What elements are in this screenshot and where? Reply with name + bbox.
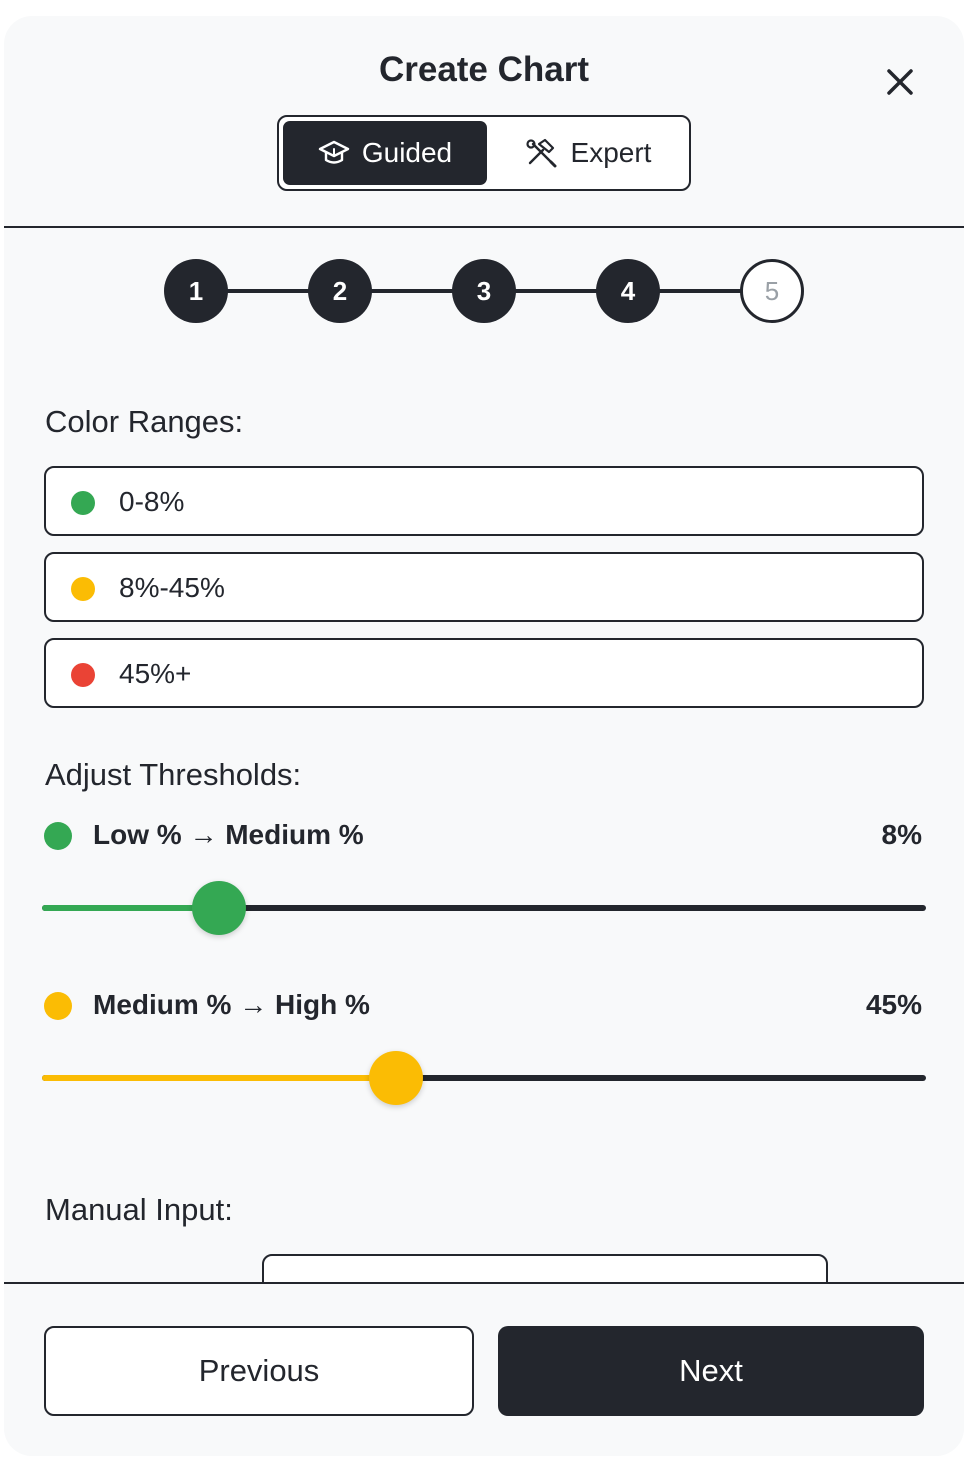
- close-icon: [882, 64, 918, 100]
- step-3[interactable]: 3: [452, 259, 516, 323]
- expert-mode-label: Expert: [570, 137, 652, 168]
- threshold-medium-high: [44, 986, 924, 1026]
- step-connector: [656, 289, 746, 293]
- step-2[interactable]: 2: [308, 259, 372, 323]
- slider-thumb[interactable]: [369, 1051, 423, 1105]
- range-label: 45%+: [119, 658, 192, 689]
- step-indicator: [4, 256, 964, 326]
- threshold-low-medium: [44, 816, 924, 856]
- slider-fill: [42, 1075, 396, 1081]
- expert-mode-button[interactable]: [491, 121, 685, 185]
- yellow-dot-icon: [71, 577, 95, 601]
- yellow-dot-icon: [44, 992, 72, 1020]
- mode-toggle: [277, 115, 691, 191]
- guided-mode-button[interactable]: [283, 121, 487, 185]
- color-range-low[interactable]: [44, 466, 924, 536]
- step-connector: [224, 289, 314, 293]
- adjust-thresholds-heading: Adjust Thresholds:: [45, 757, 302, 792]
- close-button[interactable]: [882, 64, 918, 100]
- threshold-value: 45%: [865, 989, 922, 1020]
- threshold-label: Low % → Medium %: [93, 819, 364, 850]
- guided-mode-label: Guided: [361, 137, 453, 168]
- slider-thumb[interactable]: [192, 881, 246, 935]
- tools-icon: [525, 138, 559, 168]
- step-4[interactable]: 4: [596, 259, 660, 323]
- threshold-label: Medium % → High %: [93, 989, 370, 1020]
- modal-header: [4, 16, 964, 228]
- color-range-medium[interactable]: [44, 552, 924, 622]
- step-1[interactable]: 1: [164, 259, 228, 323]
- green-dot-icon: [44, 822, 72, 850]
- range-label: 8%-45%: [119, 572, 225, 603]
- modal-title: Create Chart: [378, 50, 590, 89]
- color-range-high[interactable]: [44, 638, 924, 708]
- modal-footer: [4, 1282, 964, 1456]
- threshold-slider-low-medium[interactable]: [42, 878, 926, 938]
- threshold-value: 8%: [881, 819, 922, 850]
- green-dot-icon: [71, 491, 95, 515]
- step-connector: [368, 289, 458, 293]
- threshold-slider-medium-high[interactable]: [42, 1048, 926, 1108]
- step-5[interactable]: 5: [740, 259, 804, 323]
- graduation-cap-icon: [318, 139, 350, 167]
- range-label: 0-8%: [119, 486, 185, 517]
- create-chart-modal: [4, 16, 964, 1456]
- red-dot-icon: [71, 663, 95, 687]
- manual-input-heading: Manual Input:: [45, 1192, 233, 1227]
- next-button[interactable]: Next: [498, 1326, 924, 1416]
- step-connector: [512, 289, 602, 293]
- color-ranges-heading: Color Ranges:: [45, 404, 244, 439]
- previous-button[interactable]: Previous: [44, 1326, 474, 1416]
